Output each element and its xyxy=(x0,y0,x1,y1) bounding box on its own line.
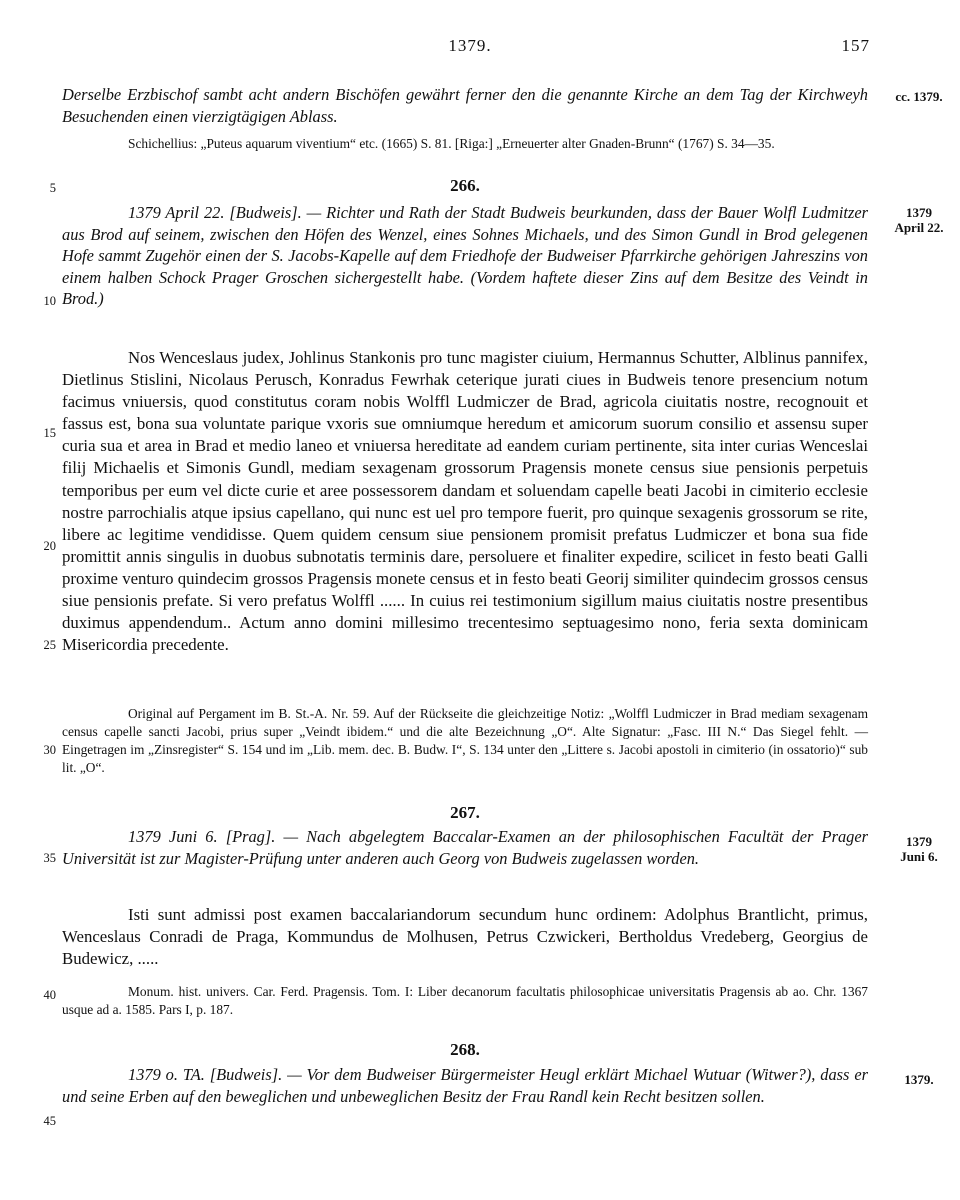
running-header xyxy=(0,36,960,60)
line-number: 15 xyxy=(43,426,56,440)
intro-margin-date: cc. 1379. xyxy=(895,89,943,104)
line-number: 5 xyxy=(49,181,56,195)
doc266-number: 266. xyxy=(450,176,480,195)
line-number: 35 xyxy=(43,851,56,865)
page-number: 157 xyxy=(841,36,870,55)
doc266-regest: 1379 April 22. [Budweis]. — Richter und Rath der Stadt Budweis beurkunden, dass der Bauer Wolfl Ludmitzer aus Brod auf seinem, zwischen den Höfen des Wenzel, eines Sohnes Michaels, und des Simon Gundl in Brod gelegenen Hofe sammt Zugehör einen der S. Jacobs-Kapelle auf dem Friedhofe der Budweiser Pfarrkirche gehörigen Jahreszins von einem halben Schock Prager Groschen sichergestellt habe. (Vordem haftete dieser Zins auf dem Besitze des Veindt in Brod.) xyxy=(62,203,868,309)
header-year: 1379. xyxy=(448,36,492,55)
line-number: 10 xyxy=(43,294,56,308)
doc267-margin-date xyxy=(886,834,952,864)
line-number: 20 xyxy=(43,539,56,553)
line-number: 45 xyxy=(43,1114,56,1128)
doc266-source-note: Original auf Pergament im B. St.-A. Nr. 59. Auf der Rückseite die gleichzeitige Notiz: „Wolffl Ludmiczer in Brad mediam sexagenam census capelle sancti Jacobi, prius super „Veindt ibidem.“ und die alte Bezeichnung „O“. Alte Signatur: „Fasc. III N.“ Das Siegel fehlt. — Eingetragen im „Zinsregister“ S. 154 und im „Lib. mem. dec. B. Budw. I“, S. 134 unter den „Littere s. Jacobi apostoli in cimiterio (in ossatorio)“ sub lit. „O“. xyxy=(62,706,868,776)
doc266-margin-year: 1379 xyxy=(906,205,932,220)
intro-source-note: Schichellius: „Puteus aquarum viventium“ etc. (1665) S. 81. [Riga:] „Erneuerter alter Gnaden-Brunn“ (1767) S. 34—35. xyxy=(128,136,775,151)
doc267-margin-year: 1379 xyxy=(906,834,932,849)
doc266-text: Nos Wenceslaus judex, Johlinus Stankonis pro tunc magister ciuium, Hermannus Schutter, Alblinus pannifex, Dietlinus Stislini, Nicolaus Perusch, Konradus Fewrhak ceterique jurati ciues in Budweis tenore presencium notum facimus vniuersis, quod constitutus coram nobis Wolffl Ludmiczer de Brad, agricola ciuitatis nostre, recognouit et fassus est, bona sua voluntate parique vxoris sue omniumque heredum et amicorum suorum consilio et assensu super curia sua et area in Brad et medio laneo et vniuersa hereditate ad eandem curiam pertinente, sita inter curias Wenceslai filij Michaelis et Simonis Gundl, mediam sexagenam grossorum Pragensis monete census siue pensionis perpetuis temporibus per eum vel dicte curie et aree possessorem dandam et soluendam capelle beati Jacobi in cimiterio ecclesie nostre parrochialis atque ipsius capellano, qui nunc est uel pro tempore fuerit, pro quinque sexagenis grossorum se rite, libere ac legitime vendidisse. Quem quidem censum siue pensionem promisit prefatus Ludmiczer et bona sua fide promittit annis singulis in duobus subnotatis terminis dare, persoluere et finaliter expedire, scilicet in festo beati Galli proxime venturo quindecim grossos Pragensis monete census et in festo beati Georij similiter quindecim grossos census siue pensionis prefate. Si vero prefatus Wolffl ...... In cuius rei testimonium sigillum maius ciuitatis nostre presentibus duximus appendendum.. Actum anno domini millesimo trecentesimo septuagesimo nono, feria sexta dominicam Misericordia precedente. xyxy=(62,348,868,655)
doc266-margin-day: April 22. xyxy=(894,220,944,235)
doc268-number: 268. xyxy=(450,1040,480,1059)
doc267-regest: 1379 Juni 6. [Prag]. — Nach abgelegtem Baccalar-Examen an der philosophischen Facultät der Prager Universität ist zur Magister-Prüfung unter anderen auch Georg von Budweis zugelassen worden. xyxy=(62,827,868,868)
doc268-margin-date: 1379. xyxy=(904,1072,934,1087)
intro-regest: Derselbe Erzbischof sambt acht andern Bischöfen gewährt ferner den die genannte Kirche an dem Tag der Kirchweyh Besuchenden einen vierzigtägigen Ablass. xyxy=(62,85,868,126)
line-number: 25 xyxy=(43,638,56,652)
doc268-regest: 1379 o. TA. [Budweis]. — Vor dem Budweiser Bürgermeister Heugl erklärt Michael Wutuar (Witwer?), dass er und seine Erben auf den beweglichen und unbeweglichen Besitz der Frau Randl kein Recht besitzen sollen. xyxy=(62,1065,868,1106)
line-number: 40 xyxy=(43,988,56,1002)
line-number: 30 xyxy=(43,743,56,757)
doc266-margin-date xyxy=(886,205,952,235)
doc267-source-note: Monum. hist. univers. Car. Ferd. Pragensis. Tom. I: Liber decanorum facultatis philosophicae universitatis Pragensis ab ao. Chr. 1367 usque ad a. 1585. Pars I, p. 187. xyxy=(62,984,868,1018)
doc267-number: 267. xyxy=(450,803,480,822)
doc267-text: Isti sunt admissi post examen baccalariandorum secundum hunc ordinem: Adolphus Brantlicht, primus, Wenceslaus Conradi de Praga, Kommundus de Molhusen, Petrus Czwickeri, Bertholdus Vredeberg, Georgius de Budewicz, ..... xyxy=(62,905,868,969)
doc267-margin-day: Juni 6. xyxy=(900,849,938,864)
